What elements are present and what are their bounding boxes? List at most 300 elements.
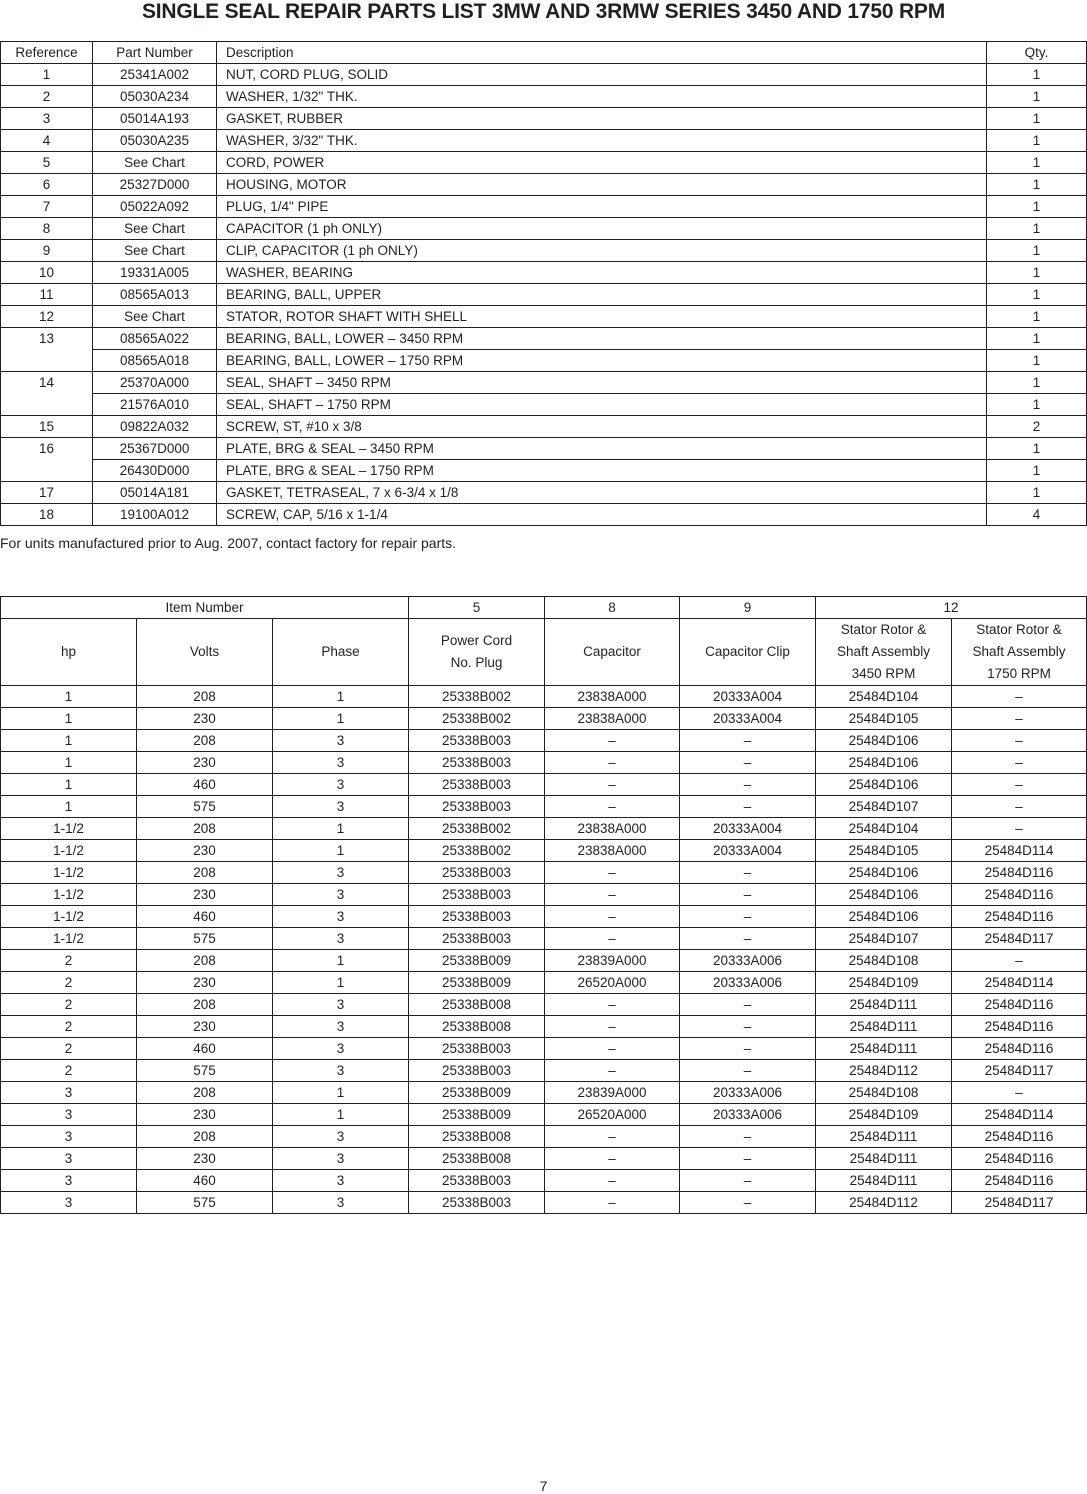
- reference-cell: 6: [1, 174, 93, 196]
- part-number-cell: 19100A012: [93, 504, 217, 526]
- capacitor-cell: 23838A000: [545, 708, 680, 730]
- phase-cell: 3: [273, 774, 409, 796]
- hp-cell: 3: [1, 1104, 137, 1126]
- table-row: [1, 64, 1087, 86]
- part-number-cell: 25327D000: [93, 174, 217, 196]
- volts-cell: 230: [137, 1148, 273, 1170]
- header-hp: hp: [1, 619, 137, 686]
- part-number-cell: 08565A013: [93, 284, 217, 306]
- description-cell: WASHER, BEARING: [217, 262, 987, 284]
- header-power-cord-line2: No. Plug: [450, 655, 503, 670]
- power-cord-cell: 25338B003: [409, 774, 545, 796]
- reference-cell: 18: [1, 504, 93, 526]
- capacitor-clip-cell: 20333A006: [680, 1082, 816, 1104]
- phase-cell: 3: [273, 1016, 409, 1038]
- phase-cell: 1: [273, 708, 409, 730]
- volts-cell: 230: [137, 972, 273, 994]
- capacitor-cell: –: [545, 1126, 680, 1148]
- volts-cell: 460: [137, 1170, 273, 1192]
- table-row: [1, 906, 1087, 928]
- volts-cell: 460: [137, 774, 273, 796]
- volts-cell: 208: [137, 1082, 273, 1104]
- stator-1750-cell: 25484D116: [952, 884, 1087, 906]
- hp-cell: 3: [1, 1082, 137, 1104]
- header-stator-3450-line3: 3450 RPM: [851, 666, 916, 681]
- capacitor-clip-cell: 20333A006: [680, 972, 816, 994]
- header-description: Description: [217, 42, 987, 64]
- hp-cell: 2: [1, 1038, 137, 1060]
- capacitor-clip-cell: –: [680, 1170, 816, 1192]
- table-row: [1, 686, 1087, 708]
- table-row: [1, 306, 1087, 328]
- capacitor-cell: 23838A000: [545, 686, 680, 708]
- volts-cell: 575: [137, 1192, 273, 1214]
- phase-cell: 3: [273, 1060, 409, 1082]
- stator-3450-cell: 25484D111: [816, 1148, 952, 1170]
- stator-1750-cell: 25484D116: [952, 994, 1087, 1016]
- phase-cell: 3: [273, 906, 409, 928]
- qty-cell: 1: [987, 152, 1087, 174]
- reference-cell: [1, 350, 93, 372]
- reference-cell: 4: [1, 130, 93, 152]
- phase-cell: 3: [273, 884, 409, 906]
- stator-3450-cell: 25484D106: [816, 906, 952, 928]
- stator-1750-cell: 25484D117: [952, 928, 1087, 950]
- header-volts: Volts: [137, 619, 273, 686]
- hp-cell: 1: [1, 774, 137, 796]
- stator-3450-cell: 25484D112: [816, 1060, 952, 1082]
- hp-cell: 1: [1, 796, 137, 818]
- volts-cell: 208: [137, 1126, 273, 1148]
- reference-cell: 15: [1, 416, 93, 438]
- table-row: [1, 708, 1087, 730]
- capacitor-cell: –: [545, 752, 680, 774]
- capacitor-cell: –: [545, 994, 680, 1016]
- power-cord-cell: 25338B003: [409, 906, 545, 928]
- stator-1750-cell: 25484D114: [952, 1104, 1087, 1126]
- table-row: [1, 328, 1087, 350]
- reference-cell: 9: [1, 240, 93, 262]
- table-row: [1, 218, 1087, 240]
- description-cell: CORD, POWER: [217, 152, 987, 174]
- parts-list-table: [0, 41, 1087, 526]
- hp-cell: 1: [1, 730, 137, 752]
- part-number-cell: See Chart: [93, 240, 217, 262]
- phase-cell: 1: [273, 972, 409, 994]
- power-cord-cell: 25338B009: [409, 972, 545, 994]
- power-cord-cell: 25338B003: [409, 796, 545, 818]
- capacitor-cell: –: [545, 774, 680, 796]
- volts-cell: 230: [137, 752, 273, 774]
- stator-3450-cell: 25484D111: [816, 1038, 952, 1060]
- capacitor-clip-cell: –: [680, 1148, 816, 1170]
- table-row: [1, 994, 1087, 1016]
- phase-cell: 1: [273, 1104, 409, 1126]
- stator-3450-cell: 25484D109: [816, 972, 952, 994]
- stator-3450-cell: 25484D107: [816, 796, 952, 818]
- stator-1750-cell: –: [952, 774, 1087, 796]
- part-number-cell: 08565A018: [93, 350, 217, 372]
- stator-1750-cell: –: [952, 818, 1087, 840]
- volts-cell: 575: [137, 1060, 273, 1082]
- power-cord-cell: 25338B009: [409, 1104, 545, 1126]
- reference-cell: 14: [1, 372, 93, 394]
- volts-cell: 208: [137, 686, 273, 708]
- volts-cell: 230: [137, 1104, 273, 1126]
- phase-cell: 3: [273, 1148, 409, 1170]
- table-row: [1, 240, 1087, 262]
- table-row: [1, 1082, 1087, 1104]
- qty-cell: 1: [987, 328, 1087, 350]
- power-cord-cell: 25338B003: [409, 1038, 545, 1060]
- stator-3450-cell: 25484D106: [816, 730, 952, 752]
- capacitor-cell: –: [545, 1148, 680, 1170]
- description-cell: PLATE, BRG & SEAL – 3450 RPM: [217, 438, 987, 460]
- header-part-number: Part Number: [93, 42, 217, 64]
- reference-cell: 17: [1, 482, 93, 504]
- stator-3450-cell: 25484D112: [816, 1192, 952, 1214]
- chart-header-row: [1, 619, 1087, 686]
- description-cell: CAPACITOR (1 ph ONLY): [217, 218, 987, 240]
- power-cord-cell: 25338B008: [409, 994, 545, 1016]
- power-cord-cell: 25338B008: [409, 1016, 545, 1038]
- qty-cell: 1: [987, 130, 1087, 152]
- qty-cell: 1: [987, 394, 1087, 416]
- capacitor-cell: 26520A000: [545, 972, 680, 994]
- stator-1750-cell: 25484D116: [952, 906, 1087, 928]
- table-row: [1, 752, 1087, 774]
- power-cord-cell: 25338B008: [409, 1126, 545, 1148]
- volts-cell: 575: [137, 928, 273, 950]
- hp-cell: 1: [1, 708, 137, 730]
- volts-cell: 230: [137, 1016, 273, 1038]
- part-number-cell: 09822A032: [93, 416, 217, 438]
- item-8: 8: [545, 597, 680, 619]
- stator-1750-cell: –: [952, 796, 1087, 818]
- table-row: [1, 482, 1087, 504]
- description-cell: BEARING, BALL, UPPER: [217, 284, 987, 306]
- part-number-cell: 25370A000: [93, 372, 217, 394]
- phase-cell: 1: [273, 950, 409, 972]
- header-stator-1750-line2: Shaft Assembly: [972, 644, 1066, 659]
- capacitor-clip-cell: –: [680, 884, 816, 906]
- volts-cell: 575: [137, 796, 273, 818]
- table-row: [1, 152, 1087, 174]
- stator-1750-cell: 25484D117: [952, 1060, 1087, 1082]
- phase-cell: 3: [273, 796, 409, 818]
- table-row: [1, 1126, 1087, 1148]
- header-stator-3450-line1: Stator Rotor &: [840, 622, 927, 637]
- hp-cell: 2: [1, 972, 137, 994]
- hp-cell: 2: [1, 994, 137, 1016]
- table-row: [1, 884, 1087, 906]
- description-cell: SCREW, CAP, 5/16 x 1-1/4: [217, 504, 987, 526]
- table-row: [1, 1148, 1087, 1170]
- page-title: SINGLE SEAL REPAIR PARTS LIST 3MW AND 3RMW SERIES 3450 AND 1750 RPM: [141, 0, 946, 23]
- reference-cell: 12: [1, 306, 93, 328]
- hp-cell: 2: [1, 1016, 137, 1038]
- power-cord-cell: 25338B008: [409, 1148, 545, 1170]
- stator-3450-cell: 25484D105: [816, 708, 952, 730]
- power-cord-cell: 25338B003: [409, 752, 545, 774]
- qty-cell: 1: [987, 482, 1087, 504]
- stator-3450-cell: 25484D111: [816, 994, 952, 1016]
- qty-cell: 1: [987, 240, 1087, 262]
- capacitor-clip-cell: –: [680, 1126, 816, 1148]
- footnote: For units manufactured prior to Aug. 2007, contact factory for repair parts.: [0, 535, 457, 551]
- reference-cell: 10: [1, 262, 93, 284]
- reference-cell: 11: [1, 284, 93, 306]
- description-cell: WASHER, 3/32" THK.: [217, 130, 987, 152]
- capacitor-cell: 23839A000: [545, 950, 680, 972]
- stator-1750-cell: 25484D116: [952, 1016, 1087, 1038]
- phase-cell: 3: [273, 1126, 409, 1148]
- parts-table-header-row: [1, 42, 1087, 64]
- part-number-cell: See Chart: [93, 152, 217, 174]
- stator-1750-cell: –: [952, 950, 1087, 972]
- description-cell: WASHER, 1/32" THK.: [217, 86, 987, 108]
- header-stator-1750: [952, 619, 1087, 686]
- capacitor-clip-cell: 20333A006: [680, 1104, 816, 1126]
- description-cell: BEARING, BALL, LOWER – 3450 RPM: [217, 328, 987, 350]
- table-row: [1, 862, 1087, 884]
- description-cell: PLATE, BRG & SEAL – 1750 RPM: [217, 460, 987, 482]
- table-row: [1, 730, 1087, 752]
- capacitor-clip-cell: 20333A004: [680, 708, 816, 730]
- stator-3450-cell: 25484D106: [816, 862, 952, 884]
- capacitor-cell: –: [545, 1016, 680, 1038]
- capacitor-clip-cell: –: [680, 796, 816, 818]
- phase-cell: 3: [273, 1038, 409, 1060]
- volts-cell: 230: [137, 884, 273, 906]
- stator-1750-cell: 25484D114: [952, 972, 1087, 994]
- capacitor-clip-cell: –: [680, 928, 816, 950]
- stator-1750-cell: 25484D114: [952, 840, 1087, 862]
- qty-cell: 1: [987, 306, 1087, 328]
- capacitor-cell: 23838A000: [545, 818, 680, 840]
- part-number-cell: 21576A010: [93, 394, 217, 416]
- description-cell: PLUG, 1/4" PIPE: [217, 196, 987, 218]
- hp-cell: 1: [1, 752, 137, 774]
- table-row: [1, 1038, 1087, 1060]
- hp-cell: 3: [1, 1148, 137, 1170]
- table-row: [1, 438, 1087, 460]
- table-row: [1, 1170, 1087, 1192]
- part-number-cell: 26430D000: [93, 460, 217, 482]
- qty-cell: 1: [987, 196, 1087, 218]
- stator-1750-cell: 25484D116: [952, 862, 1087, 884]
- description-cell: BEARING, BALL, LOWER – 1750 RPM: [217, 350, 987, 372]
- table-row: [1, 460, 1087, 482]
- capacitor-cell: –: [545, 862, 680, 884]
- qty-cell: 1: [987, 108, 1087, 130]
- stator-1750-cell: –: [952, 708, 1087, 730]
- header-capacitor-clip: Capacitor Clip: [680, 619, 816, 686]
- reference-cell: [1, 394, 93, 416]
- part-number-cell: 05014A181: [93, 482, 217, 504]
- part-number-cell: 08565A022: [93, 328, 217, 350]
- item-number-row: [1, 597, 1087, 619]
- qty-cell: 1: [987, 86, 1087, 108]
- description-cell: HOUSING, MOTOR: [217, 174, 987, 196]
- description-cell: SEAL, SHAFT – 3450 RPM: [217, 372, 987, 394]
- reference-cell: 2: [1, 86, 93, 108]
- phase-cell: 1: [273, 1082, 409, 1104]
- stator-1750-cell: 25484D116: [952, 1126, 1087, 1148]
- volts-cell: 208: [137, 818, 273, 840]
- part-number-cell: See Chart: [93, 218, 217, 240]
- table-row: [1, 174, 1087, 196]
- capacitor-clip-cell: –: [680, 1060, 816, 1082]
- power-cord-cell: 25338B002: [409, 840, 545, 862]
- parts-chart-table: [0, 596, 1087, 1214]
- capacitor-clip-cell: 20333A004: [680, 818, 816, 840]
- reference-cell: 16: [1, 438, 93, 460]
- phase-cell: 1: [273, 818, 409, 840]
- header-stator-3450: [816, 619, 952, 686]
- power-cord-cell: 25338B002: [409, 686, 545, 708]
- reference-cell: 7: [1, 196, 93, 218]
- qty-cell: 1: [987, 438, 1087, 460]
- qty-cell: 2: [987, 416, 1087, 438]
- capacitor-clip-cell: –: [680, 906, 816, 928]
- stator-1750-cell: –: [952, 1082, 1087, 1104]
- header-qty: Qty.: [987, 42, 1087, 64]
- hp-cell: 2: [1, 950, 137, 972]
- item-5: 5: [409, 597, 545, 619]
- table-row: [1, 86, 1087, 108]
- volts-cell: 208: [137, 730, 273, 752]
- hp-cell: 1-1/2: [1, 928, 137, 950]
- capacitor-clip-cell: 20333A006: [680, 950, 816, 972]
- table-row: [1, 818, 1087, 840]
- header-phase: Phase: [273, 619, 409, 686]
- table-row: [1, 284, 1087, 306]
- table-row: [1, 262, 1087, 284]
- stator-1750-cell: 25484D117: [952, 1192, 1087, 1214]
- phase-cell: 1: [273, 686, 409, 708]
- stator-1750-cell: –: [952, 752, 1087, 774]
- capacitor-clip-cell: –: [680, 730, 816, 752]
- stator-3450-cell: 25484D111: [816, 1170, 952, 1192]
- table-row: [1, 840, 1087, 862]
- capacitor-clip-cell: –: [680, 994, 816, 1016]
- reference-cell: 13: [1, 328, 93, 350]
- capacitor-cell: –: [545, 906, 680, 928]
- item-9: 9: [680, 597, 816, 619]
- qty-cell: 1: [987, 460, 1087, 482]
- volts-cell: 208: [137, 862, 273, 884]
- capacitor-clip-cell: –: [680, 752, 816, 774]
- part-number-cell: 05022A092: [93, 196, 217, 218]
- power-cord-cell: 25338B003: [409, 928, 545, 950]
- table-row: [1, 504, 1087, 526]
- capacitor-cell: –: [545, 1060, 680, 1082]
- capacitor-clip-cell: –: [680, 1016, 816, 1038]
- table-row: [1, 394, 1087, 416]
- qty-cell: 1: [987, 350, 1087, 372]
- stator-1750-cell: 25484D116: [952, 1038, 1087, 1060]
- capacitor-cell: 26520A000: [545, 1104, 680, 1126]
- power-cord-cell: 25338B009: [409, 1082, 545, 1104]
- header-reference: Reference: [1, 42, 93, 64]
- phase-cell: 3: [273, 1170, 409, 1192]
- table-row: [1, 196, 1087, 218]
- reference-cell: 1: [1, 64, 93, 86]
- header-power-cord: [409, 619, 545, 686]
- qty-cell: 1: [987, 174, 1087, 196]
- description-cell: SCREW, ST, #10 x 3/8: [217, 416, 987, 438]
- reference-cell: 8: [1, 218, 93, 240]
- description-cell: NUT, CORD PLUG, SOLID: [217, 64, 987, 86]
- table-row: [1, 350, 1087, 372]
- power-cord-cell: 25338B002: [409, 708, 545, 730]
- qty-cell: 1: [987, 64, 1087, 86]
- stator-3450-cell: 25484D104: [816, 686, 952, 708]
- table-row: [1, 130, 1087, 152]
- power-cord-cell: 25338B003: [409, 1192, 545, 1214]
- stator-3450-cell: 25484D109: [816, 1104, 952, 1126]
- table-row: [1, 416, 1087, 438]
- capacitor-cell: 23838A000: [545, 840, 680, 862]
- header-stator-1750-line1: Stator Rotor &: [976, 622, 1062, 637]
- table-row: [1, 950, 1087, 972]
- item-number-label: Item Number: [1, 597, 409, 619]
- capacitor-cell: 23839A000: [545, 1082, 680, 1104]
- phase-cell: 3: [273, 862, 409, 884]
- header-stator-1750-line3: 1750 RPM: [987, 666, 1051, 681]
- item-12: 12: [816, 597, 1087, 619]
- hp-cell: 1-1/2: [1, 884, 137, 906]
- part-number-cell: 05030A235: [93, 130, 217, 152]
- qty-cell: 1: [987, 372, 1087, 394]
- hp-cell: 1-1/2: [1, 840, 137, 862]
- stator-3450-cell: 25484D104: [816, 818, 952, 840]
- stator-3450-cell: 25484D111: [816, 1016, 952, 1038]
- capacitor-cell: –: [545, 1038, 680, 1060]
- phase-cell: 3: [273, 994, 409, 1016]
- capacitor-cell: –: [545, 884, 680, 906]
- volts-cell: 230: [137, 708, 273, 730]
- stator-1750-cell: –: [952, 730, 1087, 752]
- capacitor-cell: –: [545, 928, 680, 950]
- reference-cell: [1, 460, 93, 482]
- stator-1750-cell: 25484D116: [952, 1148, 1087, 1170]
- page-number: 7: [539, 1478, 548, 1494]
- description-cell: GASKET, TETRASEAL, 7 x 6-3/4 x 1/8: [217, 482, 987, 504]
- hp-cell: 3: [1, 1126, 137, 1148]
- chart-table-body: [1, 686, 1087, 1214]
- capacitor-cell: –: [545, 1192, 680, 1214]
- stator-3450-cell: 25484D105: [816, 840, 952, 862]
- reference-cell: 5: [1, 152, 93, 174]
- hp-cell: 2: [1, 1060, 137, 1082]
- stator-3450-cell: 25484D107: [816, 928, 952, 950]
- table-row: [1, 108, 1087, 130]
- table-row: [1, 1104, 1087, 1126]
- description-cell: GASKET, RUBBER: [217, 108, 987, 130]
- part-number-cell: 25341A002: [93, 64, 217, 86]
- phase-cell: 3: [273, 752, 409, 774]
- table-row: [1, 928, 1087, 950]
- description-cell: STATOR, ROTOR SHAFT WITH SHELL: [217, 306, 987, 328]
- phase-cell: 3: [273, 928, 409, 950]
- part-number-cell: 05030A234: [93, 86, 217, 108]
- capacitor-clip-cell: –: [680, 862, 816, 884]
- hp-cell: 1-1/2: [1, 818, 137, 840]
- description-cell: SEAL, SHAFT – 1750 RPM: [217, 394, 987, 416]
- reference-cell: 3: [1, 108, 93, 130]
